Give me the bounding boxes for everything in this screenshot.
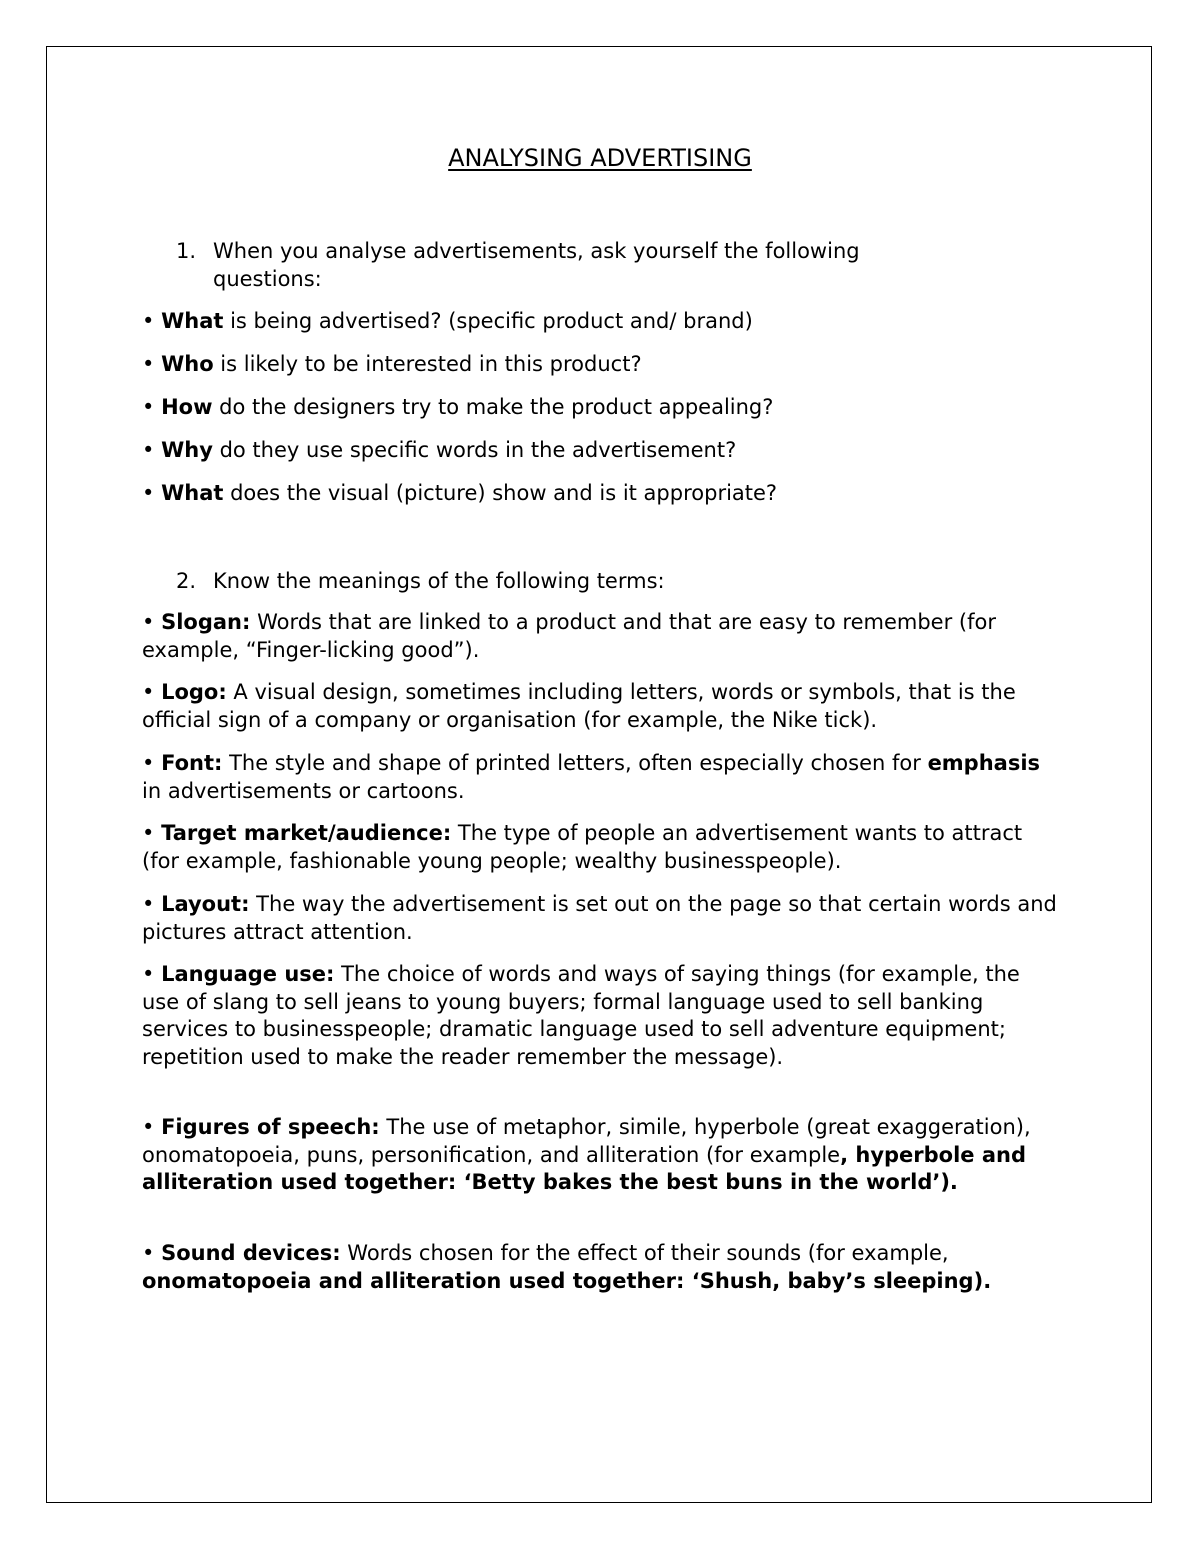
bullet-marker: • <box>142 962 155 986</box>
term-definition: Words chosen for the effect of their sounds (for example, <box>340 1241 949 1265</box>
term-example: onomatopoeia and alliteration used together: ‘Shush, baby’s sleeping). <box>142 1268 992 1293</box>
item-number: 2. <box>176 569 197 593</box>
term-example: , hyperbole and alliteration used together: ‘Betty bakes the best buns in the world’). <box>142 1142 1027 1194</box>
term-label: Target market/audience: <box>161 821 452 845</box>
question-keyword: Who <box>161 352 214 376</box>
question-text: do the designers try to make the product appealing? <box>212 395 774 419</box>
term-target-market <box>142 820 1062 875</box>
numbered-item-2 <box>176 567 956 595</box>
term-label: Layout: <box>161 892 250 916</box>
item-number: 1. <box>176 239 197 263</box>
page-title: ANALYSING ADVERTISING <box>448 144 752 172</box>
question-text: do they use specific words in the advertisement? <box>212 438 737 462</box>
term-label: Logo: <box>161 680 227 704</box>
term-sound-devices <box>142 1240 1062 1295</box>
term-language-use <box>142 961 1062 1071</box>
bullet-marker: • <box>142 1241 155 1265</box>
question-what <box>142 307 1062 335</box>
term-logo <box>142 679 1062 734</box>
term-definition: The way the advertisement is set out on the page so that certain words and pictures attract attention. <box>142 892 1057 944</box>
term-label: Slogan: <box>161 610 251 634</box>
question-keyword: What <box>161 481 224 505</box>
question-why <box>142 436 1062 464</box>
question-text: is being advertised? (specific product and/ brand) <box>223 309 753 333</box>
term-label: Language use: <box>161 962 335 986</box>
question-text: is likely to be interested in this product? <box>213 352 642 376</box>
item-intro: Know the meanings of the following terms: <box>213 569 665 593</box>
item-intro: When you analyse advertisements, ask yourself the following questions: <box>213 239 860 291</box>
bullet-marker: • <box>142 610 155 634</box>
bullet-marker: • <box>142 438 155 462</box>
term-label: Sound devices: <box>161 1241 341 1265</box>
bullet-marker: • <box>142 395 155 419</box>
question-how <box>142 393 1062 421</box>
term-label: Font: <box>161 751 223 775</box>
term-slogan <box>142 609 1062 664</box>
bullet-marker: • <box>142 481 155 505</box>
question-text: does the visual (picture) show and is it appropriate? <box>223 481 778 505</box>
term-definition-end: in advertisements or cartoons. <box>142 778 465 803</box>
bullet-marker: • <box>142 1115 155 1139</box>
term-figures-of-speech <box>142 1114 1062 1197</box>
term-layout <box>142 891 1062 946</box>
bullet-marker: • <box>142 892 155 916</box>
question-visual <box>142 479 1062 507</box>
bullet-marker: • <box>142 352 155 376</box>
bullet-marker: • <box>142 680 155 704</box>
bullet-marker: • <box>142 751 155 775</box>
term-font <box>142 750 1062 805</box>
question-keyword: How <box>161 395 213 419</box>
question-who <box>142 350 1062 378</box>
bullet-marker: • <box>142 821 155 845</box>
term-definition: Words that are linked to a product and that are easy to remember (for example, “Finger-licking good”). <box>142 610 996 662</box>
question-keyword: Why <box>161 438 213 462</box>
term-definition: The use of metaphor, simile, hyperbole (great exaggeration), onomatopoeia, puns, personification, and alliteration (for example <box>142 1115 1031 1167</box>
question-keyword: What <box>161 309 224 333</box>
bullet-marker: • <box>142 309 155 333</box>
term-definition: A visual design, sometimes including letters, words or symbols, that is the official sign of a company or organisation (for example, the Nike tick). <box>142 680 1016 732</box>
term-definition: The choice of words and ways of saying things (for example, the use of slang to sell jeans to young buyers; formal language used to sell banking services to businesspeople; dramatic language used to sell adventure equipment; repetition used to make the reader remember the message). <box>142 962 1020 1069</box>
numbered-item-1 <box>176 237 956 293</box>
term-definition: The style and shape of printed letters, often especially chosen for <box>222 751 928 775</box>
term-emphasis: emphasis <box>927 751 1041 775</box>
term-label: Figures of speech: <box>161 1115 380 1139</box>
term-definition: The type of people an advertisement wants to attract (for example, fashionable young people; wealthy businesspeople). <box>142 821 1023 873</box>
